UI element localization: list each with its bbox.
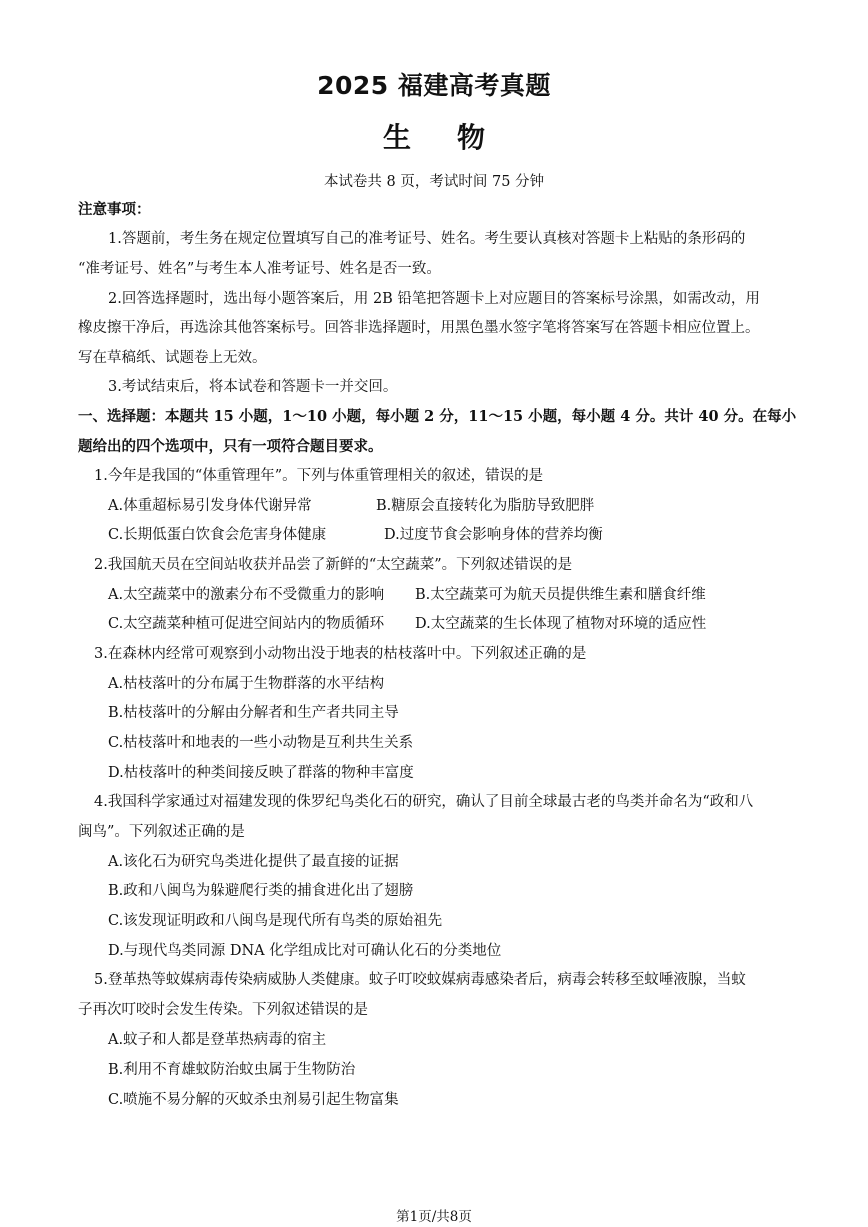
question-3-option-c: C.枯枝落叶和地表的一些小动物是互利共生关系	[108, 735, 414, 751]
note-3: 3.考试结束后，将本试卷和答题卡一并交回。	[108, 379, 398, 395]
question-5-option-b: B.利用不育雄蚊防治蚊虫属于生物防治	[108, 1062, 356, 1078]
note-2-line-3: 写在草稿纸、试题卷上无效。	[78, 350, 267, 366]
question-2-option-c: C.太空蔬菜种植可促进空间站内的物质循环	[108, 616, 385, 632]
section-1-line-1: 一、选择题：本题共 15 小题，1～10 小题，每小题 2 分，11～15 小题，每小题 4 分。共计 40 分。在每小	[78, 408, 797, 425]
note-1-line-1: 1.答题前，考生务在规定位置填写自己的准考证号、姓名。考生要认真核对答题卡上粘贴的条形码的	[108, 231, 746, 247]
question-1-option-c: C.长期低蛋白饮食会危害身体健康	[108, 527, 327, 543]
question-2-option-b: B.太空蔬菜可为航天员提供维生素和膳食纤维	[415, 587, 706, 603]
question-4-option-c: C.该发现证明政和八闽鸟是现代所有鸟类的原始祖先	[108, 913, 443, 929]
question-1-option-a: A.体重超标易引发身体代谢异常	[108, 498, 312, 514]
question-4-option-a: A.该化石为研究鸟类进化提供了最直接的证据	[108, 854, 399, 870]
question-3-stem: 3.在森林内经常可观察到小动物出没于地表的枯枝落叶中。下列叙述正确的是	[94, 646, 587, 662]
exam-subject: 生物	[382, 121, 531, 154]
note-2-line-2: 橡皮擦干净后，再选涂其他答案标号。回答非选择题时，用黑色墨水签字笔将答案写在答题卡相应位置上。	[78, 320, 760, 336]
question-3-option-d: D.枯枝落叶的种类间接反映了群落的物种丰富度	[108, 765, 414, 781]
section-1-line-2: 题给出的四个选项中，只有一项符合题目要求。	[78, 438, 383, 455]
question-4-option-b: B.政和八闽鸟为躲避爬行类的捕食进化出了翅膀	[108, 883, 414, 899]
question-3-option-a: A.枯枝落叶的分布属于生物群落的水平结构	[108, 676, 385, 692]
question-5-stem-line-1: 5.登革热等蚊媒病毒传染病威胁人类健康。蚊子叮咬蚊媒病毒感染者后，病毒会转移至蚊唾液腺，当蚊	[94, 972, 746, 988]
question-5-option-a: A.蚊子和人都是登革热病毒的宿主	[108, 1032, 327, 1048]
question-4-option-d: D.与现代鸟类同源 DNA 化学组成比对可确认化石的分类地位	[108, 943, 502, 959]
question-1-option-d: D.过度节食会影响身体的营养均衡	[384, 527, 603, 543]
question-4-stem-line-2: 闽鸟”。下列叙述正确的是	[78, 824, 245, 840]
note-2-line-1: 2.回答选择题时，选出每小题答案后，用 2B 铅笔把答题卡上对应题目的答案标号涂黑，如需改动，用	[108, 291, 760, 307]
question-2-option-a: A.太空蔬菜中的激素分布不受微重力的影响	[108, 587, 385, 603]
question-1-stem: 1.今年是我国的“体重管理年”。下列与体重管理相关的叙述，错误的是	[94, 468, 544, 484]
exam-info: 本试卷共 8 页，考试时间 75 分钟	[323, 174, 545, 190]
page-number: 第1页/共8页	[396, 1209, 472, 1225]
question-3-option-b: B.枯枝落叶的分解由分解者和生产者共同主导	[108, 705, 399, 721]
question-2-option-d: D.太空蔬菜的生长体现了植物对环境的适应性	[415, 616, 707, 632]
question-4-stem-line-1: 4.我国科学家通过对福建发现的侏罗纪鸟类化石的研究，确认了目前全球最古老的鸟类并命名为“政和八	[94, 794, 754, 810]
question-1-option-b: B.糖原会直接转化为脂肪导致肥胖	[376, 498, 595, 514]
note-1-line-2: “准考证号、姓名”与考生本人准考证号、姓名是否一致。	[78, 261, 441, 277]
exam-title: 2025 福建高考真题	[317, 71, 551, 100]
notes-heading: 注意事项：	[78, 201, 151, 218]
question-2-stem: 2.我国航天员在空间站收获并品尝了新鲜的“太空蔬菜”。下列叙述错误的是	[94, 557, 573, 573]
question-5-option-c: C.喷施不易分解的灭蚊杀虫剂易引起生物富集	[108, 1092, 399, 1108]
question-5-stem-line-2: 子再次叮咬时会发生传染。下列叙述错误的是	[78, 1002, 368, 1018]
